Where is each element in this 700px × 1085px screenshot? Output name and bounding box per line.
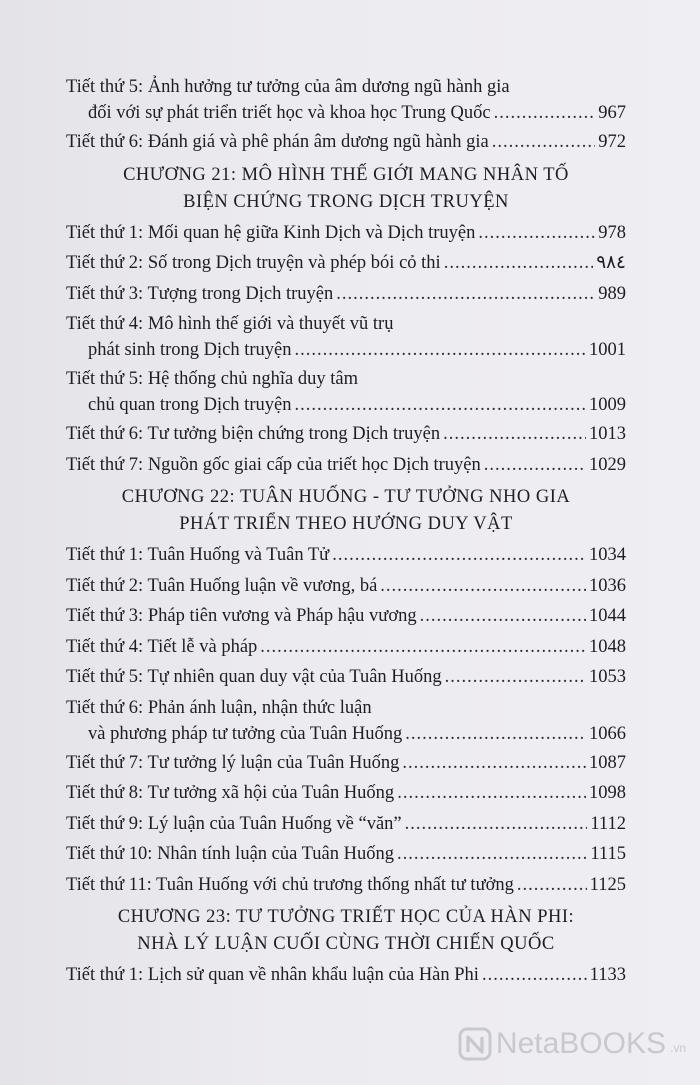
toc-page-number: 967	[598, 103, 626, 123]
toc-entry-title: Tiết thứ 9: Lý luận của Tuân Huống về “văn”	[66, 813, 402, 834]
dot-leader	[478, 220, 595, 246]
dot-leader	[445, 664, 586, 690]
toc-entry[interactable]	[66, 366, 626, 421]
toc-entry-title: phát sinh trong Dịch truyện	[88, 340, 292, 360]
toc-entry[interactable]	[66, 872, 626, 903]
chapter-heading-line: CHƯƠNG 22: TUÂN HUỐNG - TƯ TƯỞNG NHO GIA	[121, 487, 571, 507]
chapter-heading-line: CHƯƠNG 21: MÔ HÌNH THẾ GIỚI MANG NHÂN TỐ	[123, 164, 569, 185]
toc-entry[interactable]	[66, 841, 626, 872]
toc-entry-line	[66, 664, 626, 690]
toc-page-number: 989	[598, 283, 626, 304]
toc-page-number: 978	[598, 222, 626, 243]
dot-leader	[444, 250, 593, 276]
dot-leader	[494, 100, 596, 126]
toc-entry-line	[66, 392, 626, 418]
toc-page-number: 1001	[589, 340, 626, 360]
toc-entry-title: Tiết thứ 2: Số trong Dịch truyện và phép bói cỏ thi	[66, 253, 441, 273]
toc-page-number: 1087	[589, 752, 626, 773]
chapter-heading-line: BIỆN CHỨNG TRONG DỊCH TRUYỆN	[183, 191, 509, 212]
chapter-heading	[66, 902, 626, 962]
dot-leader	[336, 281, 595, 307]
watermark	[458, 1027, 686, 1061]
dot-leader	[482, 962, 587, 988]
dot-leader	[517, 872, 587, 898]
toc-page-number: 1066	[589, 723, 626, 744]
toc-entry-title: Tiết thứ 11: Tuân Huống với chủ trương thống nhất tư tưởng	[66, 874, 514, 895]
dot-leader	[492, 129, 596, 155]
toc-page-number: ٩٨٤	[596, 253, 626, 273]
toc-entry[interactable]	[66, 452, 626, 483]
toc-entry[interactable]	[66, 74, 626, 129]
toc-entry-line	[66, 542, 626, 568]
toc-entry[interactable]	[66, 542, 626, 573]
toc-entry-line	[66, 811, 626, 837]
toc-entry-line	[66, 366, 626, 392]
toc-entry-title: Tiết thứ 3: Pháp tiên vương và Pháp hậu vương	[66, 606, 417, 626]
toc-entry-title: Tiết thứ 7: Nguồn gốc giai cấp của triết học Dịch truyện	[66, 454, 481, 475]
toc-entry-line	[66, 721, 626, 747]
watermark-brand: NetaBOOKS	[495, 1027, 666, 1060]
toc-entry[interactable]	[66, 780, 626, 811]
toc-entry-line	[66, 750, 626, 776]
toc-page-number: 972	[598, 132, 626, 152]
chapter-heading-line: NHÀ LÝ LUẬN CUỐI CÙNG THỜI CHIẾN QUỐC	[137, 934, 555, 954]
dot-leader	[484, 452, 586, 478]
toc-entry[interactable]	[66, 695, 626, 750]
toc-page-number: 1125	[589, 874, 626, 895]
watermark-suffix: .vn	[669, 1041, 686, 1055]
toc-page-number: 1013	[589, 424, 626, 444]
toc-entry[interactable]	[66, 421, 626, 452]
dot-leader	[294, 337, 586, 363]
toc-entry-line	[66, 311, 626, 337]
toc-entry-line	[66, 250, 626, 276]
toc-entry-title: Tiết thứ 6: Phản ánh luận, nhận thức luận	[66, 697, 372, 718]
toc-entry-title: Tiết thứ 1: Tuân Huống và Tuân Tử	[66, 545, 330, 565]
toc-page-number: 1112	[590, 813, 626, 834]
toc-entry-title: Tiết thứ 4: Tiết lễ và pháp	[66, 636, 258, 657]
toc-entry-title: Tiết thứ 5: Ảnh hưởng tư tưởng của âm dương ngũ hành gia	[66, 77, 510, 97]
toc-entry-title: Tiết thứ 1: Lịch sử quan về nhân khẩu luận của Hàn Phi	[66, 965, 479, 985]
toc-entry-line	[66, 841, 626, 867]
toc-entry-line	[66, 962, 626, 988]
dot-leader	[402, 750, 586, 776]
dot-leader	[332, 542, 586, 568]
toc-entry-title: Tiết thứ 5: Tự nhiên quan duy vật của Tuân Huống	[66, 667, 442, 687]
dot-leader	[397, 780, 586, 806]
toc-entry[interactable]	[66, 962, 626, 993]
toc-entry-title: Tiết thứ 5: Hệ thống chủ nghĩa duy tâm	[66, 369, 358, 389]
toc-entry-title: Tiết thứ 6: Đánh giá và phê phán âm dương ngũ hành gia	[66, 132, 489, 152]
toc-entry[interactable]	[66, 603, 626, 634]
toc-entry[interactable]	[66, 250, 626, 281]
toc-entry-title: đối với sự phát triển triết học và khoa học Trung Quốc	[88, 103, 491, 123]
toc-page-number: 1036	[589, 575, 626, 596]
chapter-heading-line: PHÁT TRIỂN THEO HƯỚNG DUY VẬT	[179, 514, 513, 534]
dot-leader	[380, 573, 586, 599]
dot-leader	[443, 421, 586, 447]
table-of-contents	[66, 74, 626, 993]
toc-page-number: 1029	[589, 454, 626, 475]
dot-leader	[397, 841, 587, 867]
toc-entry-title: Tiết thứ 7: Tư tưởng lý luận của Tuân Huống	[66, 752, 400, 773]
toc-entry-title: Tiết thứ 4: Mô hình thế giới và thuyết vũ trụ	[66, 314, 394, 334]
toc-entry-title: Tiết thứ 6: Tư tưởng biện chứng trong Dịch truyện	[66, 424, 441, 444]
toc-entry-title: Tiết thứ 10: Nhân tính luận của Tuân Huống	[66, 844, 394, 864]
toc-entry[interactable]	[66, 220, 626, 251]
toc-entry[interactable]	[66, 634, 626, 665]
chapter-heading	[66, 482, 626, 542]
chapter-heading	[66, 160, 626, 220]
toc-entry-line	[66, 337, 626, 363]
toc-entry[interactable]	[66, 129, 626, 160]
chapter-heading-line: CHƯƠNG 23: TƯ TƯỞNG TRIẾT HỌC CỦA HÀN PHI:	[117, 907, 575, 927]
toc-entry-line	[66, 74, 626, 100]
toc-entry-title: Tiết thứ 2: Tuân Huống luận về vương, bá	[66, 575, 378, 596]
toc-page-number: 1133	[589, 965, 626, 985]
toc-entry-line	[66, 603, 626, 629]
toc-entry-line	[66, 872, 626, 898]
toc-entry-line	[66, 452, 626, 478]
toc-entry[interactable]	[66, 311, 626, 366]
toc-page-number: 1053	[589, 667, 626, 687]
toc-page-number: 1115	[590, 844, 626, 864]
toc-entry-line	[66, 100, 626, 126]
toc-entry-line	[66, 573, 626, 599]
toc-entry[interactable]	[66, 664, 626, 695]
toc-entry-line	[66, 695, 626, 721]
toc-entry-title: Tiết thứ 1: Mối quan hệ giữa Kinh Dịch và Dịch truyện	[66, 222, 476, 243]
toc-page-number: 1098	[589, 783, 626, 803]
toc-entry-title: và phương pháp tư tưởng của Tuân Huống	[88, 723, 403, 744]
toc-page-number: 1009	[589, 395, 626, 415]
dot-leader	[405, 811, 588, 837]
dot-leader	[294, 392, 586, 418]
toc-entry-line	[66, 780, 626, 806]
toc-entry-line	[66, 281, 626, 307]
toc-page-number: 1048	[589, 636, 626, 657]
dot-leader	[420, 603, 586, 629]
toc-entry-line	[66, 421, 626, 447]
dot-leader	[405, 721, 586, 747]
toc-entry[interactable]	[66, 281, 626, 312]
toc-entry-title: chủ quan trong Dịch truyện	[88, 395, 292, 415]
toc-entry[interactable]	[66, 811, 626, 842]
toc-page-number: 1034	[589, 545, 626, 565]
toc-entry-line	[66, 220, 626, 246]
dot-leader	[260, 634, 586, 660]
toc-entry-title: Tiết thứ 8: Tư tưởng xã hội của Tuân Huống	[66, 783, 395, 803]
toc-entry-line	[66, 634, 626, 660]
toc-entry[interactable]	[66, 750, 626, 781]
toc-entry-title: Tiết thứ 3: Tượng trong Dịch truyện	[66, 283, 334, 304]
toc-page-number: 1044	[589, 606, 626, 626]
netabooks-logo-icon	[458, 1027, 492, 1061]
toc-entry-line	[66, 129, 626, 155]
toc-entry[interactable]	[66, 573, 626, 604]
